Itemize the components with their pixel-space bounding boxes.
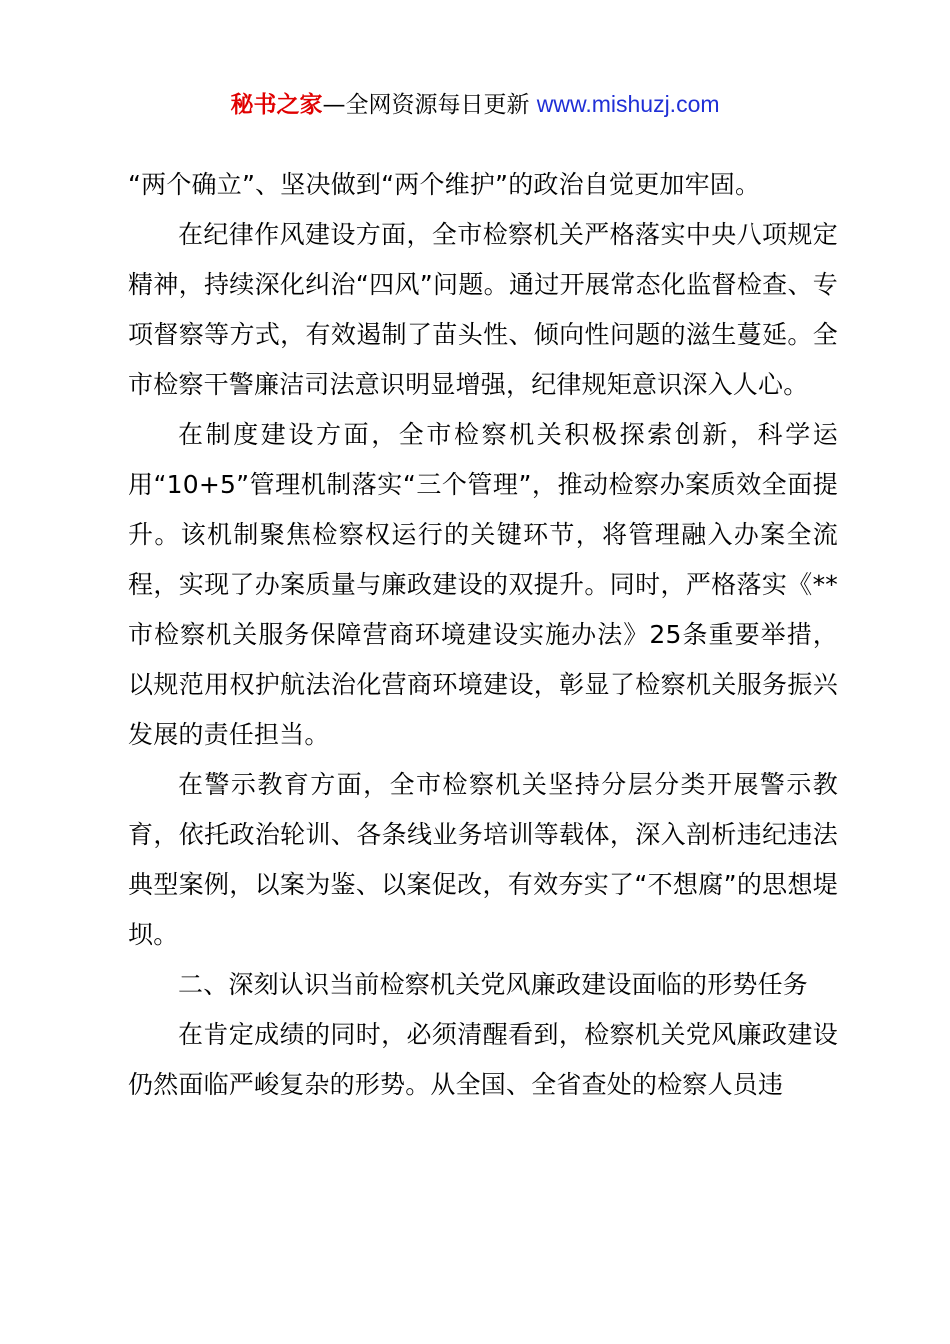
page-header: [0, 86, 950, 123]
document-body: [128, 160, 838, 1110]
brand-name: 秘书之家: [230, 92, 323, 118]
paragraph-institution: 在制度建设方面，全市检察机关积极探索创新，科学运用“10+5”管理机制落实“三个管理”，推动检察办案质效全面提升。该机制聚焦检察权运行的关键环节，将管理融入办案全流程，实现了办案质量与廉政建设的双提升。同时，严格落实《**市检察机关服务保障营商环境建设实施办法》25条重要举措，以规范用权护航法治化营商环境建设，彰显了检察机关服务振兴发展的责任担当。: [128, 420, 838, 749]
header-tagline: —全网资源每日更新: [322, 92, 530, 118]
paragraph-warning-education: 在警示教育方面，全市检察机关坚持分层分类开展警示教育，依托政治轮训、各条线业务培训等载体，深入剖析违纪违法典型案例，以案为鉴、以案促改，有效夯实了“不想腐”的思想堤坝。: [128, 770, 838, 949]
site-url[interactable]: www.mishuzj.com: [536, 91, 720, 117]
section-heading: 二、深刻认识当前检察机关党风廉政建设面临的形势任务: [178, 970, 809, 999]
paragraph-situation: 在肯定成绩的同时，必须清醒看到，检察机关党风廉政建设仍然面临严峻复杂的形势。从全国、全省查处的检察人员违: [128, 1020, 838, 1099]
paragraph-continuation: “两个确立”、坚决做到“两个维护”的政治自觉更加牢固。: [128, 170, 761, 199]
paragraph-discipline: 在纪律作风建设方面，全市检察机关严格落实中央八项规定精神，持续深化纠治“四风”问题。通过开展常态化监督检查、专项督察等方式，有效遏制了苗头性、倾向性问题的滋生蔓延。全市检察干警廉洁司法意识明显增强，纪律规矩意识深入人心。: [128, 220, 838, 399]
